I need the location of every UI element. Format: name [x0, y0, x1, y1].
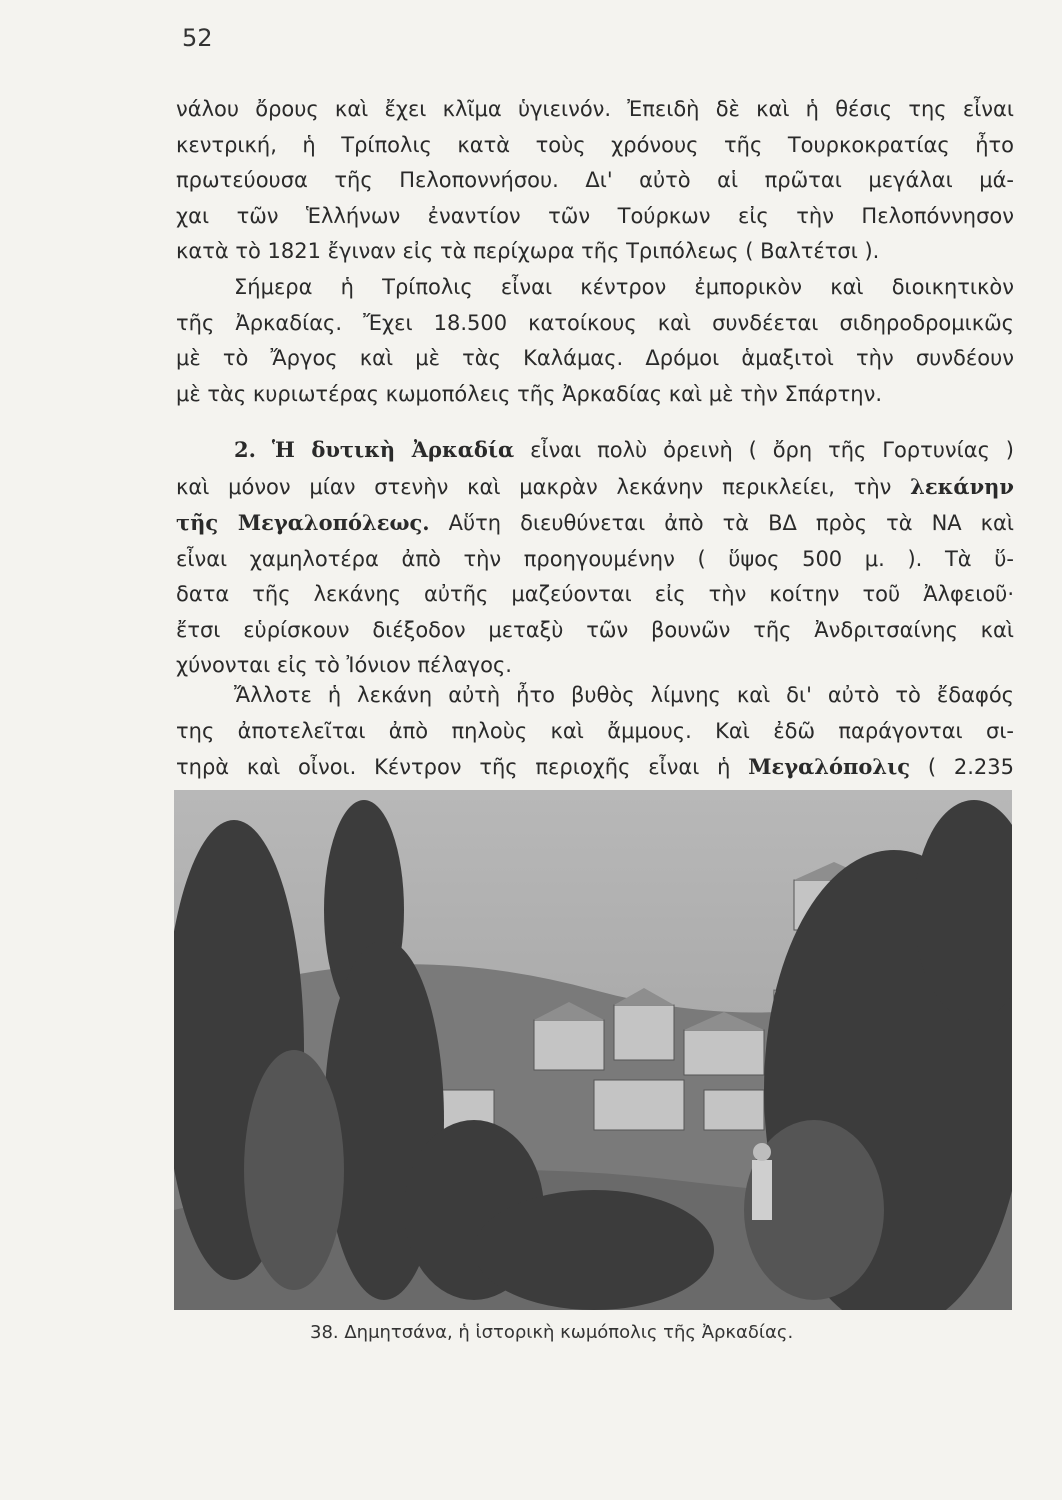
text-fragment: Αὕτη διευθύνεται ἀπὸ τὰ ΒΔ πρὸς τὰ ΝΑ καὶ [448, 511, 1014, 535]
text-line: δατα τῆς λεκάνης αὐτῆς μαζεύονται εἰς τὴν κοίτην τοῦ Ἀλφειοῦ· [176, 582, 1014, 606]
text-line: μὲ τὸ Ἄργος καὶ μὲ τὰς Καλάμας. Δρόμοι ἁμαξιτοὶ τὴν συνδέουν [176, 346, 1014, 370]
text-line: της ἀποτελεῖται ἀπὸ πηλοὺς καὶ ἄμμους. Καὶ ἐδῶ παράγονται σι- [176, 718, 1014, 743]
figure-caption: 38. Δημητσάνα, ἡ ἱστορικὴ κωμόπολις τῆς Ἀρκαδίας. [310, 1322, 794, 1343]
photo-illustration [174, 790, 1012, 1310]
text-line: μὲ τὰς κυριωτέρας κωμοπόλεις τῆς Ἀρκαδίας καὶ μὲ τὴν Σπάρτην. [176, 381, 882, 406]
bold-term: τῆς Μεγαλοπόλεως. [176, 510, 430, 535]
text-fragment: τηρὰ καὶ οἶνοι. Κέντρον τῆς περιοχῆς εἶναι ἡ [176, 755, 731, 779]
text-line: Ἄλλοτε ἡ λεκάνη αὐτὴ ἦτο βυθὸς λίμνης καὶ δι' αὐτὸ τὸ ἔδαφός [234, 683, 1014, 707]
paragraph-2 [176, 270, 1014, 412]
bold-term: Μεγαλόπολις [748, 754, 911, 779]
text-line: πρωτεύουσα τῆς Πελοποννήσου. Δι' αὐτὸ αἱ πρῶται μεγάλαι μά- [176, 168, 1014, 192]
text-fragment: εἶναι πολὺ ὀρεινὴ ( ὄρη τῆς Γορτυνίας ) [530, 438, 1014, 462]
paragraph-4 [176, 678, 1014, 786]
section-2-line-3 [176, 505, 1014, 542]
text-line: χύνονται εἰς τὸ Ἰόνιον πέλαγος. [176, 653, 512, 677]
paragraph-4-line-3 [176, 749, 1014, 786]
section-2-line-2 [176, 469, 1014, 506]
text-fragment: καὶ μόνον μίαν στενὴν καὶ μακρὰν λεκάνην περικλείει, τὴν [176, 474, 892, 499]
section-heading: Ἡ δυτικὴ Ἀρκαδία [271, 437, 515, 462]
section-2-line-1 [176, 432, 1014, 469]
text-line: ἔτσι εὑρίσκουν διέξοδον μεταξὺ τῶν βουνῶν τῆς Ἀνδριτσαίνης καὶ [176, 617, 1014, 642]
text-line: κεντρική, ἡ Τρίπολις κατὰ τοὺς χρόνους τῆς Τουρκοκρατίας ἦτο [176, 132, 1014, 157]
page-number: 52 [182, 24, 213, 52]
text-fragment: ( 2.235 [927, 755, 1014, 779]
text-line: χαι τῶν Ἑλλήνων ἐναντίον τῶν Τούρκων εἰς τὴν Πελοπόννησον [176, 203, 1014, 228]
section-2 [176, 432, 1014, 684]
text-line: τῆς Ἀρκαδίας. Ἔχει 18.500 κατοίκους καὶ συνδέεται σιδηροδρομικῶς [176, 310, 1014, 335]
paragraph-1 [176, 92, 1014, 270]
dimitsana-photo [174, 790, 1012, 1310]
text-line: Σήμερα ἡ Τρίπολις εἶναι κέντρον ἐμπορικὸν καὶ διοικητικὸν [234, 275, 1014, 299]
text-line: νάλου ὄρους καὶ ἔχει κλῖμα ὑγιεινόν. Ἐπειδὴ δὲ καὶ ἡ θέσις της εἶναι [176, 97, 1014, 121]
section-number: 2. [234, 437, 256, 462]
text-line: εἶναι χαμηλοτέρα ἀπὸ τὴν προηγουμένην ( ὕψος 500 μ. ). Τὰ ὕ- [176, 546, 1014, 571]
text-line: κατὰ τὸ 1821 ἔγιναν εἰς τὰ περίχωρα τῆς Τριπόλεως ( Βαλτέτσι ). [176, 239, 880, 263]
bold-term: λεκάνην [910, 473, 1014, 499]
